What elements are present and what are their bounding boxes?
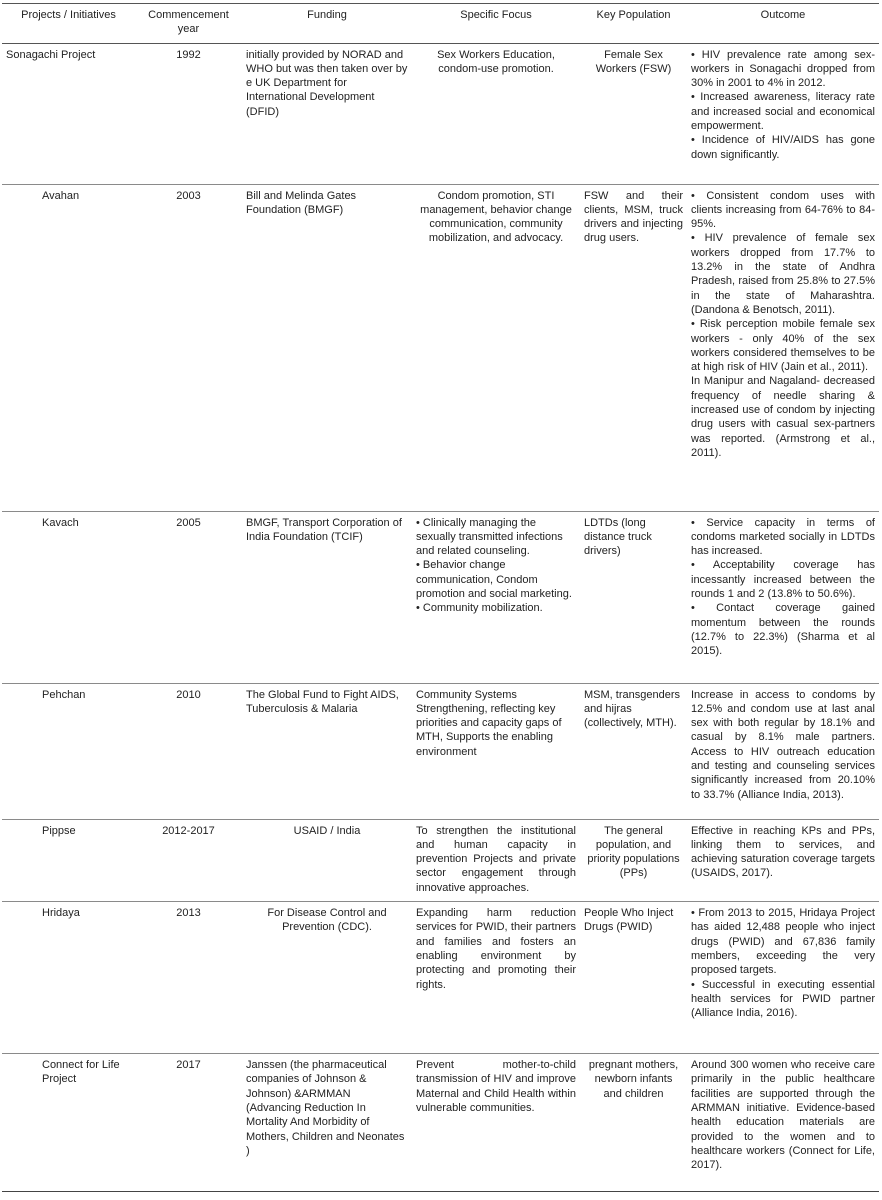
funding-cell: initially provided by NORAD and WHO but was then taken over by e UK Department for International Development (DFID)	[246, 48, 408, 118]
table-row	[2, 43, 879, 184]
header-outcome: Outcome	[760, 9, 806, 21]
project-name: Avahan	[42, 189, 80, 202]
table-row	[2, 1054, 879, 1192]
table-row	[2, 511, 879, 683]
focus-item: • Clinically managing the sexually transmitted infections and related counseling.	[416, 516, 563, 558]
population-cell: LDTDs (long distance truck drivers)	[584, 516, 652, 558]
commencement-year: 1992	[176, 48, 201, 61]
funding-cell: BMGF, Transport Corporation of India Foundation (TCIF)	[246, 516, 402, 543]
funding-cell: Bill and Melinda Gates Foundation (BMGF)	[246, 189, 357, 216]
outcome-cell	[687, 902, 879, 1054]
commencement-year: 2003	[176, 189, 201, 202]
outcome-item: In Manipur and Nagaland- decreased frequency of needle sharing & increased use of condom by injecting drug users with casual sex-partners was reported. (Armstrong et al., 2011).	[691, 375, 875, 459]
outcome-cell	[687, 511, 879, 683]
project-name: Pippse	[42, 824, 76, 837]
outcome-cell	[687, 683, 879, 819]
table-row	[2, 184, 879, 511]
project-name: Hridaya	[42, 907, 80, 920]
commencement-year: 2005	[176, 516, 201, 529]
outcome-item: Around 300 women who receive care primarily in the public healthcare facilities are supported through the ARMMAN initiative. Evidence-based health education materials are provided to the women and to healthcare workers (Connect for Life, 2017).	[691, 1059, 875, 1172]
commencement-year: 2010	[176, 688, 201, 701]
project-name: Pehchan	[42, 688, 86, 701]
outcome-item: • Service capacity in terms of condoms marketed socially in LDTDs has increased.	[691, 516, 875, 558]
header-focus: Specific Focus	[460, 9, 532, 21]
outcome-item: • HIV prevalence of female sex workers dropped from 17.7% to 13.2% in the state of Andhra Pradesh, raised from 25.8% to 27.5% in the state of Maharashtra. (Dandona & Benotsch, 2011).	[691, 232, 875, 316]
focus-cell: Sex Workers Education, condom-use promotion.	[437, 48, 555, 75]
population-cell: People Who Inject Drugs (PWID)	[584, 907, 674, 934]
outcome-cell	[687, 1054, 879, 1192]
commencement-year: 2012-2017	[162, 824, 215, 837]
population-cell: The general population, and priority populations (PPs)	[587, 824, 680, 880]
focus-cell: Expanding harm reduction services for PWID, their partners and families and fosters an enabling environment by protecting and promoting their rights.	[416, 907, 576, 991]
commencement-year: 2013	[176, 907, 201, 920]
outcome-cell	[687, 184, 879, 511]
outcome-item: • Risk perception mobile female sex workers - only 40% of the sex workers considered themselves to be at high risk of HIV (Jain et al., 2011).	[691, 318, 875, 374]
outcome-item: Effective in reaching KPs and PPs, linking them to services, and achieving saturation coverage targets (USAIDS, 2017).	[691, 824, 875, 880]
table-row	[2, 902, 879, 1054]
funding-cell: The Global Fund to Fight AIDS, Tuberculosis & Malaria	[246, 688, 399, 715]
focus-item: • Behavior change communication, Condom promotion and social marketing.	[416, 559, 572, 601]
funding-cell: USAID / India	[293, 824, 361, 837]
table-header	[2, 4, 879, 44]
population-cell: pregnant mothers, newborn infants and children	[588, 1059, 679, 1100]
population-cell: MSM, transgenders and hijras (collectively, MTH).	[584, 688, 680, 730]
table-row	[2, 683, 879, 819]
projects-table	[2, 3, 879, 1192]
outcome-item: • From 2013 to 2015, Hridaya Project has aided 12,488 people who inject drugs (PWID) and 67,836 family members, exceeding the very proposed targets.	[691, 907, 875, 977]
funding-cell: For Disease Control and Prevention (CDC).	[267, 907, 387, 934]
outcome-item: Increase in access to condoms by 12.5% and condom use at last anal sex with both regular by 18.1% and casual by 8.1% male partners. Access to HIV outreach education and testing and counseling services significantly increased from 20.10% to 33.7% (Alliance India, 2013).	[691, 688, 875, 801]
header-year: Commencement year	[148, 9, 229, 36]
outcome-item: • Incidence of HIV/AIDS has gone down significantly.	[691, 134, 875, 161]
project-name: Kavach	[42, 516, 79, 529]
focus-item: • Community mobilization.	[416, 602, 543, 615]
outcome-item: • HIV prevalence rate among sex-workers in Sonagachi dropped from 30% in 2001 to 4% in 2012.	[691, 48, 875, 90]
outcome-item: • Contact coverage gained momentum between the rounds (12.7% to 22.3%) (Sharma et al 2015).	[691, 602, 875, 658]
outcome-item: • Increased awareness, literacy rate and increased social and economical empowerment.	[691, 91, 875, 133]
outcome-item: • Successful in executing essential health services for PWID partner (Alliance India, 2016).	[691, 978, 875, 1020]
commencement-year: 2017	[176, 1059, 201, 1072]
focus-cell: Community Systems Strengthening, reflecting key priorities and capacity gaps of MTH, Supports the enabling environment	[416, 688, 562, 758]
header-project: Projects / Initiatives	[21, 9, 116, 21]
focus-cell: To strengthen the institutional and human capacity in prevention Projects and private sector engagement through innovative approaches.	[416, 824, 576, 894]
outcome-cell	[687, 819, 879, 901]
population-cell: FSW and their clients, MSM, truck drivers and injecting drug users.	[584, 189, 683, 245]
header-funding: Funding	[307, 9, 347, 21]
project-name: Sonagachi Project	[6, 48, 96, 61]
focus-cell: Prevent mother-to-child transmission of HIV and improve Maternal and Child Health within vulnerable communities.	[416, 1059, 576, 1114]
outcome-cell	[687, 43, 879, 184]
funding-cell: Janssen (the pharmaceutical companies of Johnson & Johnson) &ARMMAN (Advancing Reduction In Mortality And Morbidity of Mothers, Children and Neonates )	[246, 1059, 405, 1157]
focus-cell: Condom promotion, STI management, behavior change communication, community mobilization, and advocacy.	[420, 189, 572, 245]
outcome-item: • Acceptability coverage has incessantly increased between the rounds 1 and 2 (13.8% to 50.6%).	[691, 559, 875, 601]
project-name: Connect for Life Project	[42, 1059, 120, 1086]
outcome-item: • Consistent condom uses with clients increasing from 64-76% to 84-95%.	[691, 189, 875, 231]
population-cell: Female Sex Workers (FSW)	[595, 48, 672, 75]
header-population: Key Population	[596, 9, 671, 21]
focus-cell	[412, 511, 580, 683]
table-row	[2, 819, 879, 901]
